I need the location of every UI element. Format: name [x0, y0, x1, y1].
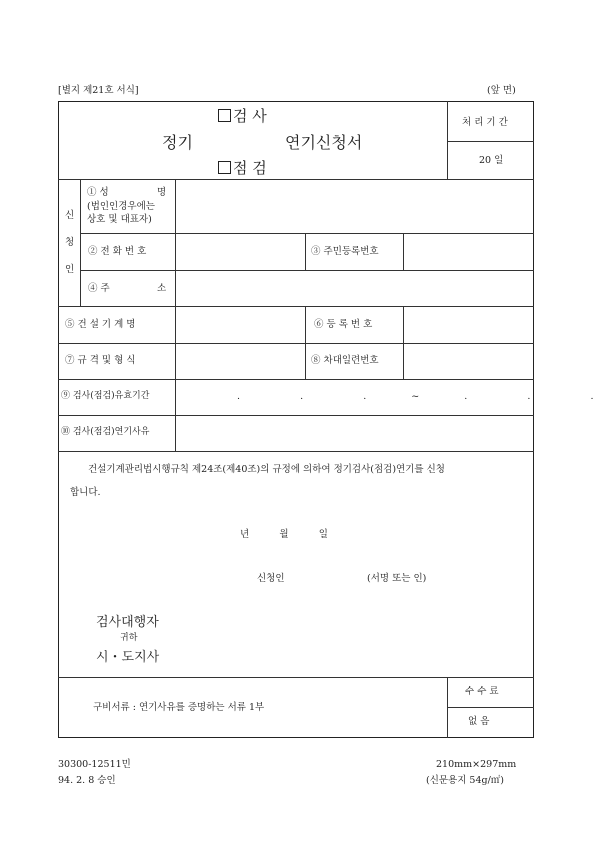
form-number: [별지 제21호 서식]	[58, 85, 139, 96]
applicant-section-label-2: 청	[65, 237, 75, 248]
address-field[interactable]	[177, 272, 532, 304]
registration-number-label: ⑥ 등 록 번 호	[314, 319, 373, 330]
statement-line-1: 건설기계관리법시행규칙 제24조(제40조)의 규정에 의하여 정기검사(점검)연기를 신청	[88, 464, 445, 475]
postponement-reason-field[interactable]	[177, 417, 532, 449]
name-label: ① 성	[87, 187, 109, 198]
processing-period-label: 처 리 기 간	[462, 117, 508, 128]
chassis-number-field[interactable]	[405, 345, 532, 377]
name-note-2: 상호 및 대표자)	[87, 214, 152, 225]
validity-period-range[interactable]: . . . ~ . . .	[237, 391, 594, 402]
statement-line-2: 합니다.	[70, 487, 101, 498]
title-periodic: 정기	[162, 133, 193, 152]
chassis-number-label: ⑧ 차대일련번호	[311, 355, 379, 366]
attachments-divider	[58, 677, 534, 678]
registration-number-field[interactable]	[405, 308, 532, 341]
processing-divider	[447, 141, 534, 142]
addressee-governor: 시・도지사	[96, 650, 160, 665]
inspection-checkbox[interactable]	[218, 109, 231, 122]
name-label-end: 명	[157, 187, 167, 198]
name-field[interactable]	[177, 181, 532, 231]
name-note-1: (법인인경우에는	[87, 201, 155, 212]
signature-note: (서명 또는 인)	[367, 573, 427, 584]
applicant-section-label-1: 신	[65, 210, 75, 221]
approval-date: 94. 2. 8 승인	[58, 775, 116, 786]
title-check-option: 점 검	[218, 161, 267, 176]
spec-label: ⑦ 규 격 및 형 식	[65, 355, 136, 366]
address-label: ④ 주	[88, 283, 110, 294]
phone-label: ② 전 화 번 호	[88, 246, 147, 257]
validity-period-label: ⑨ 검사(점검)유효기간	[61, 391, 150, 401]
resident-number-field[interactable]	[405, 235, 532, 268]
spec-field[interactable]	[177, 345, 303, 377]
addressee-agency: 검사대행자	[96, 615, 159, 630]
check-checkbox[interactable]	[218, 161, 231, 174]
phone-field[interactable]	[177, 235, 303, 268]
postponement-reason-label: ⑩ 검사(점검)연기사유	[61, 427, 150, 437]
title-inspection-option: 검 사	[218, 109, 267, 124]
fee-label: 수 수 료	[465, 686, 499, 697]
addressee-honorific: 귀하	[120, 633, 138, 643]
address-label-end: 소	[157, 283, 167, 294]
page-side-label: (앞 면)	[487, 85, 516, 96]
applicant-section-label-3: 인	[65, 264, 75, 275]
resident-number-label: ③ 주민등록번호	[311, 246, 379, 257]
machine-name-label: ⑤ 건 설 기 계 명	[65, 319, 136, 330]
title-main: 연기신청서	[285, 133, 363, 152]
fee-value: 없 음	[468, 716, 490, 727]
form-code: 30300-12511민	[58, 759, 131, 770]
required-documents: 구비서류 : 연기사유를 증명하는 서류 1부	[93, 702, 265, 713]
paper-size: 210mm×297mm	[436, 759, 517, 770]
application-date[interactable]: 년 월 일	[240, 529, 328, 540]
processing-period-value: 20 일	[479, 155, 504, 166]
machine-name-field[interactable]	[177, 308, 303, 341]
applicant-signature-label: 신청인	[257, 573, 285, 584]
title-divider	[58, 179, 534, 180]
paper-spec: (신문용지 54g/㎡)	[426, 775, 505, 786]
